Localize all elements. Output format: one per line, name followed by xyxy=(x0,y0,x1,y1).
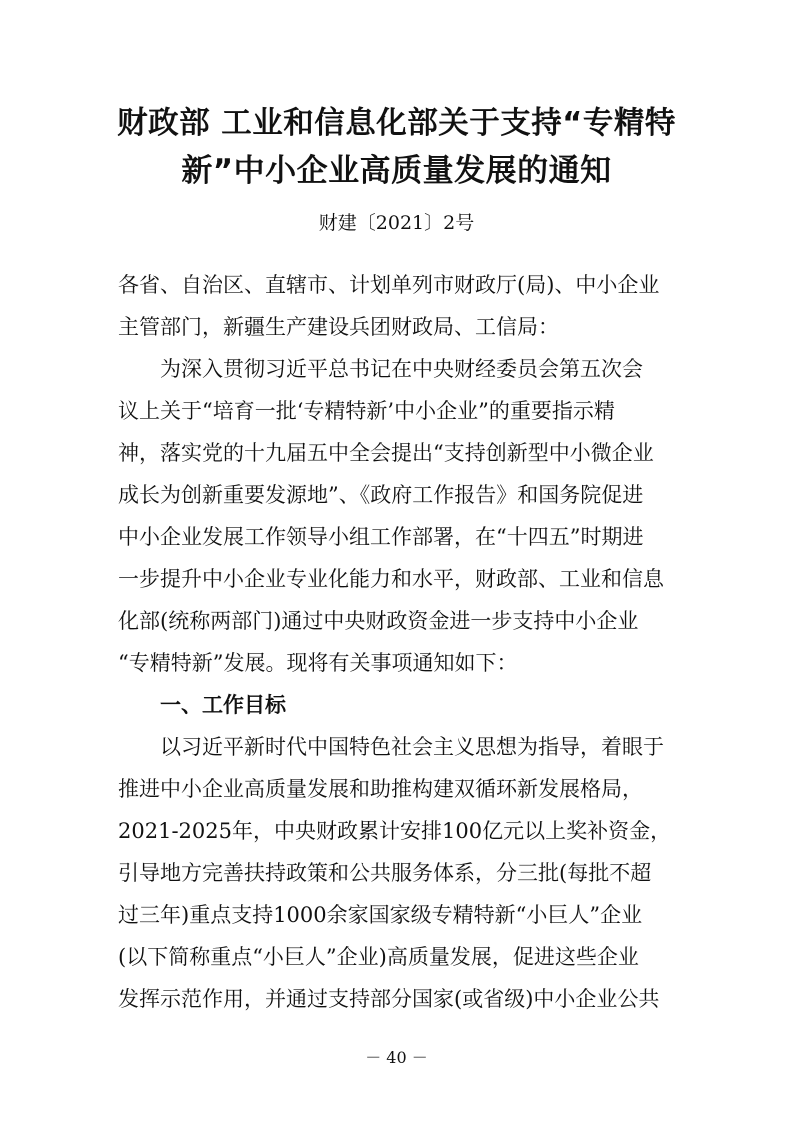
body-line: 一步提升中小企业专业化能力和水平，财政部、工业和信息 xyxy=(118,567,664,591)
body-line: 2021-2025年，中央财政累计安排100亿元以上奖补资金， xyxy=(118,819,672,843)
body-line: 中小企业发展工作领导小组工作部署，在“十四五”时期进 xyxy=(118,525,644,549)
body-line: 为深入贯彻习近平总书记在中央财经委员会第五次会 xyxy=(160,357,643,381)
body-line: 引导地方完善扶持政策和公共服务体系，分三批(每批不超 xyxy=(118,861,652,885)
body-line: (以下简称重点“小巨人”企业)高质量发展，促进这些企业 xyxy=(118,945,639,969)
body-line: 化部(统称两部门)通过中央财政资金进一步支持中小企业 xyxy=(118,609,639,633)
body-line: 成长为创新重要发源地”、《政府工作报告》和国务院促进 xyxy=(118,483,644,507)
body-line: 发挥示范作用，并通过支持部分国家(或省级)中小企业公共 xyxy=(118,987,660,1011)
document-title-line-2: 新”中小企业高质量发展的通知 xyxy=(181,153,612,189)
body-line: 过三年)重点支持1000余家国家级专精特新“小巨人”企业 xyxy=(118,903,643,927)
page-number: － 40 － xyxy=(365,1048,428,1067)
body-line: 以习近平新时代中国特色社会主义思想为指导，着眼于 xyxy=(160,735,664,759)
body-line: 议上关于“培育一批‘专精特新’中小企业”的重要指示精 xyxy=(118,399,615,423)
document-number: 财建〔2021〕2号 xyxy=(318,212,475,234)
body-line: “专精特新”发展。现将有关事项通知如下： xyxy=(118,651,518,675)
section-heading: 一、工作目标 xyxy=(160,693,286,717)
body-line: 推进中小企业高质量发展和助推构建双循环新发展格局， xyxy=(118,777,643,801)
document-title-line-1: 财政部 工业和信息化部关于支持“专精特 xyxy=(117,106,676,141)
body-line: 各省、自治区、直辖市、计划单列市财政厅(局)、中小企业 xyxy=(118,273,660,297)
body-line: 神，落实党的十九届五中全会提出“支持创新型中小微企业 xyxy=(118,441,654,465)
body-line: 主管部门，新疆生产建设兵团财政局、工信局： xyxy=(118,315,559,339)
